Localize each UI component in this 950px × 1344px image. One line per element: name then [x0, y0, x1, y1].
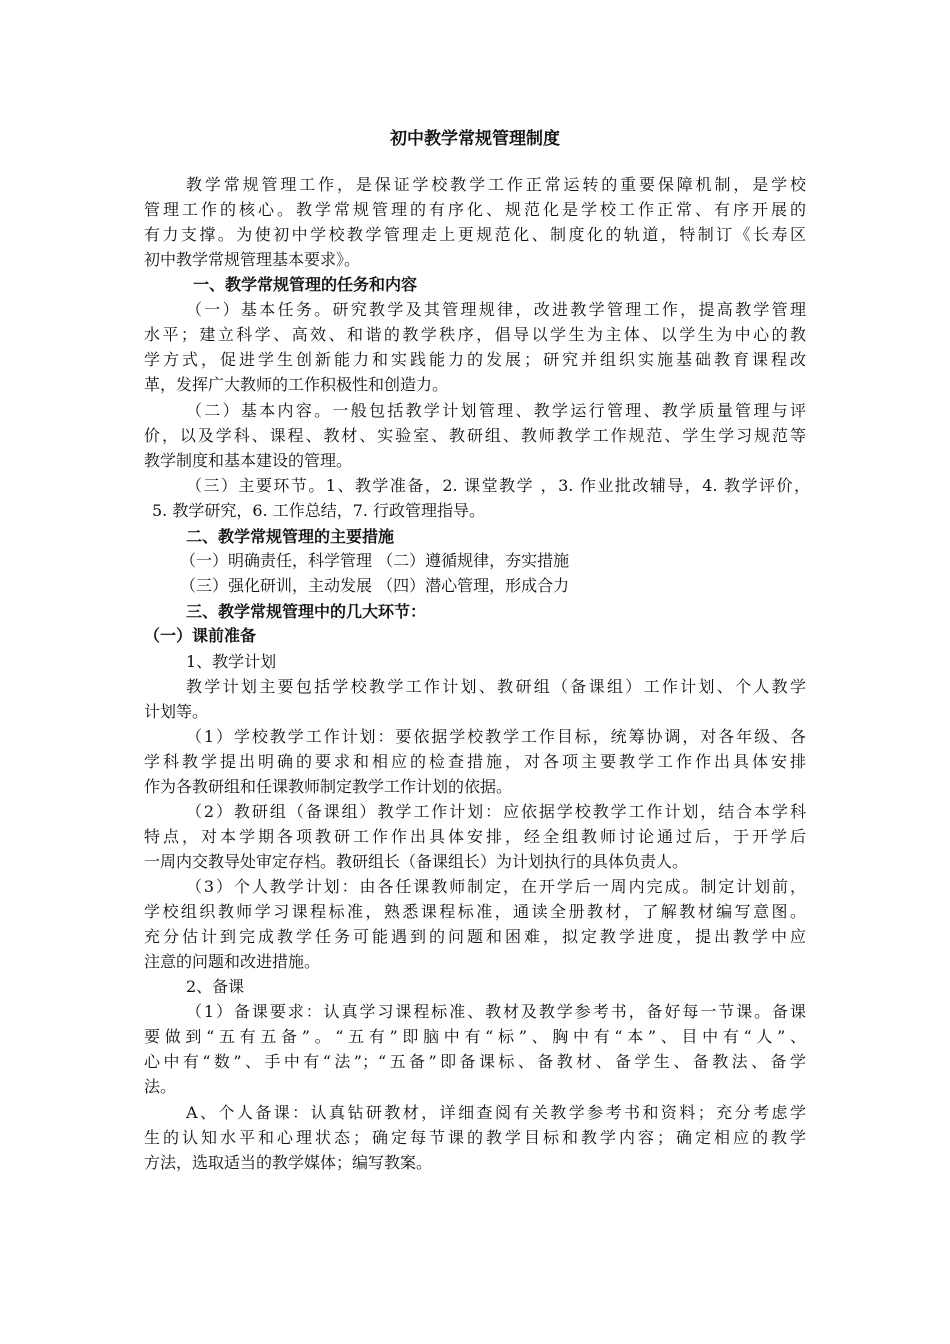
- section-heading: 二、教学常规管理的主要措施: [186, 527, 395, 546]
- paragraph-line: A、个人备课：认真钻研教材，详细查阅有关教学参考书和资料；充分考虑学: [186, 1103, 806, 1122]
- subsection-heading: （一）课前准备: [144, 626, 257, 645]
- paragraph-line: 学科教学提出明确的要求和相应的检查措施，对各项主要教学工作作出具体安排: [144, 752, 806, 771]
- paragraph-line: （2）教研组（备课组）教学工作计划：应依据学校教学工作计划，结合本学科: [186, 802, 806, 821]
- section-heading: 一、教学常规管理的任务和内容: [193, 275, 418, 294]
- paragraph-line: 作为各教研组和任课教师制定教学工作计划的依据。: [144, 777, 513, 796]
- paragraph-line: 教学计划主要包括学校教学工作计划、教研组（备课组）工作计划、个人教学: [186, 677, 806, 696]
- paragraph-line: 教学常规管理工作，是保证学校教学工作正常运转的重要保障机制，是学校: [186, 175, 806, 194]
- paragraph-line: 生的认知水平和心理状态；确定每节课的教学目标和教学内容；确定相应的教学: [144, 1128, 806, 1147]
- paragraph-line: 方法，选取适当的教学媒体；编写教案。: [144, 1153, 433, 1172]
- paragraph-line: （三）主要环节。1、教学准备，2. 课堂教学 ，3. 作业批改辅导，4. 教学评价，: [186, 476, 810, 495]
- paragraph-line: 管理工作的核心。教学常规管理的有序化、规范化是学校工作正常、有序开展的: [144, 200, 806, 219]
- paragraph-line: 一周内交教导处审定存档。教研组长（备课组长）为计划执行的具体负责人。: [144, 852, 689, 871]
- paragraph-line: 要做到“五有五备”。“五有”即脑中有“标”、胸中有“本”、目中有“人”、: [144, 1027, 806, 1046]
- paragraph-line: 价，以及学科、课程、教材、实验室、教研组、教师教学工作规范、学生学习规范等: [144, 426, 806, 445]
- paragraph-line: 水平；建立科学、高效、和谐的教学秩序，倡导以学生为主体、以学生为中心的教: [144, 325, 806, 344]
- paragraph-line: 学方式，促进学生创新能力和实践能力的发展；研究并组织实施基础教育课程改: [144, 350, 806, 369]
- paragraph-line: 学校组织教师学习课程标准，熟悉课程标准，通读全册教材，了解教材编写意图。: [144, 902, 806, 921]
- document-title: 初中教学常规管理制度: [390, 129, 560, 149]
- paragraph-line: 特点，对本学期各项教研工作作出具体安排，经全组教师讨论通过后，于开学后: [144, 827, 806, 846]
- paragraph-line: 5. 教学研究，6. 工作总结，7. 行政管理指导。: [152, 501, 486, 520]
- paragraph-line: 计划等。: [144, 702, 209, 721]
- item-heading: 2、备课: [186, 977, 245, 996]
- measure-line: （一）明确责任，科学管理 （二）遵循规律，夯实措施: [180, 551, 570, 570]
- paragraph-line: （1）学校教学工作计划：要依据学校教学工作目标，统筹协调，对各年级、各: [186, 727, 806, 746]
- paragraph-line: （3）个人教学计划：由各任课教师制定，在开学后一周内完成。制定计划前，: [186, 877, 806, 896]
- paragraph-line: 法。: [144, 1077, 177, 1096]
- paragraph-line: 教学制度和基本建设的管理。: [144, 451, 353, 470]
- paragraph-line: 有力支撑。为使初中学校教学管理走上更规范化、制度化的轨道，特制订《长寿区: [144, 225, 806, 244]
- item-heading: 1、教学计划: [186, 652, 277, 671]
- paragraph-line: 革，发挥广大教师的工作积极性和创造力。: [144, 375, 449, 394]
- measure-line: （三）强化研训，主动发展 （四）潜心管理，形成合力: [180, 576, 570, 595]
- paragraph-line: （二）基本内容。一般包括教学计划管理、教学运行管理、教学质量管理与评: [186, 401, 806, 420]
- paragraph-line: 注意的问题和改进措施。: [144, 952, 321, 971]
- paragraph-line: （一）基本任务。研究教学及其管理规律，改进教学管理工作，提高教学管理: [186, 300, 806, 319]
- paragraph-line: 充分估计到完成教学任务可能遇到的问题和困难，拟定教学进度，提出教学中应: [144, 927, 806, 946]
- section-heading: 三、教学常规管理中的几大环节：: [186, 602, 427, 621]
- paragraph-line: （1）备课要求：认真学习课程标准、教材及教学参考书，备好每一节课。备课: [186, 1002, 806, 1021]
- paragraph-line: 心中有“数”、手中有“法”；“五备”即备课标、备教材、备学生、备教法、备学: [144, 1052, 806, 1071]
- paragraph-line: 初中教学常规管理基本要求》。: [144, 250, 361, 269]
